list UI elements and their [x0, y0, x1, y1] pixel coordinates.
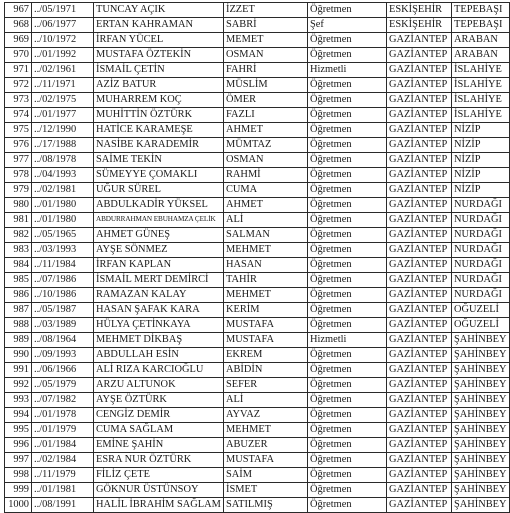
row-number-cell: 967: [5, 3, 32, 18]
table-row: [5, 93, 510, 108]
table-row: [5, 183, 510, 198]
table-row: [5, 498, 510, 513]
birth-date-cell: ../11/1979: [32, 468, 94, 483]
job-title-cell: Öğretmen: [308, 498, 387, 513]
full-name-cell: ESRA NUR ÖZTÜRK: [94, 453, 224, 468]
province-cell: GAZİANTEP: [387, 363, 452, 378]
table-row: [5, 198, 510, 213]
row-number-cell: 986: [5, 288, 32, 303]
district-cell: NURDAĞI: [452, 288, 510, 303]
job-title-cell: Öğretmen: [308, 48, 387, 63]
district-cell: İSLAHİYE: [452, 93, 510, 108]
province-cell: GAZİANTEP: [387, 423, 452, 438]
job-title-cell: Öğretmen: [308, 363, 387, 378]
job-title-cell: Öğretmen: [308, 438, 387, 453]
table-row: [5, 363, 510, 378]
row-number-cell: 991: [5, 363, 32, 378]
job-title-cell: Öğretmen: [308, 3, 387, 18]
job-title-cell: Öğretmen: [308, 243, 387, 258]
district-cell: ŞAHİNBEY: [452, 423, 510, 438]
birth-date-cell: ../01/1984: [32, 438, 94, 453]
full-name-cell: EMİNE ŞAHİN: [94, 438, 224, 453]
birth-date-cell: ../01/1981: [32, 483, 94, 498]
row-number-cell: 993: [5, 393, 32, 408]
job-title-cell: Öğretmen: [308, 33, 387, 48]
birth-date-cell: ../06/1977: [32, 18, 94, 33]
job-title-cell: Öğretmen: [308, 483, 387, 498]
full-name-cell: AYŞE SÖNMEZ: [94, 243, 224, 258]
row-number-cell: 978: [5, 168, 32, 183]
father-name-cell: EKREM: [224, 348, 308, 363]
job-title-cell: Hizmetli: [308, 333, 387, 348]
full-name-cell: AHMET GÜNEŞ: [94, 228, 224, 243]
job-title-cell: Öğretmen: [308, 153, 387, 168]
row-number-cell: 985: [5, 273, 32, 288]
father-name-cell: AHMET: [224, 123, 308, 138]
province-cell: GAZİANTEP: [387, 303, 452, 318]
row-number-cell: 971: [5, 63, 32, 78]
father-name-cell: MUSTAFA: [224, 318, 308, 333]
province-cell: GAZİANTEP: [387, 483, 452, 498]
district-cell: NİZİP: [452, 123, 510, 138]
table-row: [5, 483, 510, 498]
father-name-cell: SABRİ: [224, 18, 308, 33]
full-name-cell: TUNCAY AÇIK: [94, 3, 224, 18]
district-cell: ŞAHİNBEY: [452, 393, 510, 408]
father-name-cell: OSMAN: [224, 48, 308, 63]
province-cell: ESKİŞEHİR: [387, 18, 452, 33]
province-cell: GAZİANTEP: [387, 123, 452, 138]
full-name-cell: İRFAN YÜCEL: [94, 33, 224, 48]
job-title-cell: Öğretmen: [308, 408, 387, 423]
table-row: [5, 228, 510, 243]
table-row: [5, 153, 510, 168]
district-cell: NİZİP: [452, 153, 510, 168]
father-name-cell: KERİM: [224, 303, 308, 318]
job-title-cell: Öğretmen: [308, 93, 387, 108]
job-title-cell: Hizmetli: [308, 63, 387, 78]
full-name-cell: UĞUR SÜREL: [94, 183, 224, 198]
full-name-cell: MUHİTTİN ÖZTÜRK: [94, 108, 224, 123]
table-row: [5, 138, 510, 153]
father-name-cell: MEHMET: [224, 243, 308, 258]
table-row: [5, 453, 510, 468]
birth-date-cell: ../08/1991: [32, 498, 94, 513]
table-row: [5, 288, 510, 303]
full-name-cell: ABDULKADİR YÜKSEL: [94, 198, 224, 213]
birth-date-cell: ../05/1987: [32, 303, 94, 318]
father-name-cell: ALİ: [224, 213, 308, 228]
district-cell: İSLAHİYE: [452, 78, 510, 93]
row-number-cell: 982: [5, 228, 32, 243]
birth-date-cell: ../01/1977: [32, 108, 94, 123]
birth-date-cell: ../02/1981: [32, 183, 94, 198]
job-title-cell: Öğretmen: [308, 228, 387, 243]
full-name-cell: AZİZ BATUR: [94, 78, 224, 93]
province-cell: GAZİANTEP: [387, 93, 452, 108]
full-name-cell: ERTAN KAHRAMAN: [94, 18, 224, 33]
birth-date-cell: ../12/1990: [32, 123, 94, 138]
birth-date-cell: ../17/1988: [32, 138, 94, 153]
district-cell: NURDAĞI: [452, 228, 510, 243]
birth-date-cell: ../10/1986: [32, 288, 94, 303]
table-row: [5, 108, 510, 123]
province-cell: GAZİANTEP: [387, 78, 452, 93]
row-number-cell: 968: [5, 18, 32, 33]
table-row: [5, 393, 510, 408]
father-name-cell: FAHRİ: [224, 63, 308, 78]
province-cell: GAZİANTEP: [387, 198, 452, 213]
row-number-cell: 997: [5, 453, 32, 468]
row-number-cell: 988: [5, 318, 32, 333]
full-name-cell: HALİL İBRAHİM SAĞLAM: [94, 498, 224, 513]
province-cell: GAZİANTEP: [387, 333, 452, 348]
full-name-cell: SAİME TEKİN: [94, 153, 224, 168]
job-title-cell: Öğretmen: [308, 168, 387, 183]
row-number-cell: 989: [5, 333, 32, 348]
father-name-cell: RAHMİ: [224, 168, 308, 183]
district-cell: İSLAHİYE: [452, 63, 510, 78]
job-title-cell: Öğretmen: [308, 183, 387, 198]
province-cell: GAZİANTEP: [387, 453, 452, 468]
full-name-cell: RAMAZAN KALAY: [94, 288, 224, 303]
job-title-cell: Öğretmen: [308, 348, 387, 363]
father-name-cell: FAZLI: [224, 108, 308, 123]
row-number-cell: 987: [5, 303, 32, 318]
district-cell: İSLAHİYE: [452, 108, 510, 123]
birth-date-cell: ../05/1965: [32, 228, 94, 243]
table-row: [5, 48, 510, 63]
full-name-cell: GÖKNUR ÜSTÜNSOY: [94, 483, 224, 498]
district-cell: ARABAN: [452, 48, 510, 63]
district-cell: OĞUZELİ: [452, 318, 510, 333]
father-name-cell: TAHİR: [224, 273, 308, 288]
job-title-cell: Öğretmen: [308, 213, 387, 228]
table-row: [5, 408, 510, 423]
father-name-cell: AYVAZ: [224, 408, 308, 423]
province-cell: GAZİANTEP: [387, 228, 452, 243]
full-name-cell: MUSTAFA ÖZTEKİN: [94, 48, 224, 63]
table-row: [5, 468, 510, 483]
father-name-cell: HASAN: [224, 258, 308, 273]
district-cell: NURDAĞI: [452, 273, 510, 288]
row-number-cell: 981: [5, 213, 32, 228]
full-name-cell: ARZU ALTUNOK: [94, 378, 224, 393]
job-title-cell: Öğretmen: [308, 468, 387, 483]
table-row: [5, 303, 510, 318]
district-cell: TEPEBAŞI: [452, 18, 510, 33]
father-name-cell: MÜMTAZ: [224, 138, 308, 153]
row-number-cell: 970: [5, 48, 32, 63]
row-number-cell: 973: [5, 93, 32, 108]
province-cell: GAZİANTEP: [387, 48, 452, 63]
father-name-cell: ÖMER: [224, 93, 308, 108]
birth-date-cell: ../08/1964: [32, 333, 94, 348]
birth-date-cell: ../01/1978: [32, 408, 94, 423]
job-title-cell: Öğretmen: [308, 123, 387, 138]
table-row: [5, 78, 510, 93]
father-name-cell: SEFER: [224, 378, 308, 393]
district-cell: NİZİP: [452, 168, 510, 183]
records-table: [4, 2, 510, 513]
full-name-cell: MEHMET DİKBAŞ: [94, 333, 224, 348]
birth-date-cell: ../09/1993: [32, 348, 94, 363]
full-name-cell: İSMAİL ÇETİN: [94, 63, 224, 78]
district-cell: NİZİP: [452, 183, 510, 198]
job-title-cell: Öğretmen: [308, 423, 387, 438]
province-cell: GAZİANTEP: [387, 348, 452, 363]
full-name-cell: CUMA SAĞLAM: [94, 423, 224, 438]
table-row: [5, 438, 510, 453]
district-cell: ŞAHİNBEY: [452, 378, 510, 393]
job-title-cell: Şef: [308, 18, 387, 33]
full-name-cell: HASAN ŞAFAK KARA: [94, 303, 224, 318]
district-cell: NİZİP: [452, 138, 510, 153]
province-cell: GAZİANTEP: [387, 183, 452, 198]
father-name-cell: ABİDİN: [224, 363, 308, 378]
full-name-cell: HATİCE KARAMEŞE: [94, 123, 224, 138]
row-number-cell: 1000: [5, 498, 32, 513]
job-title-cell: Öğretmen: [308, 258, 387, 273]
father-name-cell: MEHMET: [224, 288, 308, 303]
job-title-cell: Öğretmen: [308, 198, 387, 213]
province-cell: GAZİANTEP: [387, 213, 452, 228]
job-title-cell: Öğretmen: [308, 378, 387, 393]
row-number-cell: 976: [5, 138, 32, 153]
table-row: [5, 318, 510, 333]
job-title-cell: Öğretmen: [308, 273, 387, 288]
birth-date-cell: ../03/1993: [32, 243, 94, 258]
district-cell: ŞAHİNBEY: [452, 468, 510, 483]
birth-date-cell: ../07/1986: [32, 273, 94, 288]
father-name-cell: MEHMET: [224, 423, 308, 438]
row-number-cell: 984: [5, 258, 32, 273]
table-row: [5, 243, 510, 258]
province-cell: GAZİANTEP: [387, 498, 452, 513]
birth-date-cell: ../05/1979: [32, 378, 94, 393]
province-cell: GAZİANTEP: [387, 258, 452, 273]
birth-date-cell: ../02/1984: [32, 453, 94, 468]
district-cell: TEPEBAŞI: [452, 3, 510, 18]
father-name-cell: ALİ: [224, 393, 308, 408]
birth-date-cell: ../08/1978: [32, 153, 94, 168]
province-cell: GAZİANTEP: [387, 288, 452, 303]
full-name-cell: HÜLYA ÇETİNKAYA: [94, 318, 224, 333]
district-cell: ŞAHİNBEY: [452, 453, 510, 468]
row-number-cell: 998: [5, 468, 32, 483]
district-cell: NURDAĞI: [452, 243, 510, 258]
father-name-cell: AHMET: [224, 198, 308, 213]
job-title-cell: Öğretmen: [308, 138, 387, 153]
job-title-cell: Öğretmen: [308, 393, 387, 408]
job-title-cell: Öğretmen: [308, 78, 387, 93]
province-cell: GAZİANTEP: [387, 318, 452, 333]
province-cell: GAZİANTEP: [387, 408, 452, 423]
full-name-cell: İSMAİL MERT DEMİRCİ: [94, 273, 224, 288]
birth-date-cell: ../10/1972: [32, 33, 94, 48]
district-cell: OĞUZELİ: [452, 303, 510, 318]
birth-date-cell: ../07/1982: [32, 393, 94, 408]
father-name-cell: İSMET: [224, 483, 308, 498]
district-cell: ŞAHİNBEY: [452, 408, 510, 423]
birth-date-cell: ../01/1992: [32, 48, 94, 63]
birth-date-cell: ../04/1993: [32, 168, 94, 183]
table-row: [5, 18, 510, 33]
birth-date-cell: ../06/1966: [32, 363, 94, 378]
row-number-cell: 980: [5, 198, 32, 213]
birth-date-cell: ../03/1989: [32, 318, 94, 333]
row-number-cell: 979: [5, 183, 32, 198]
father-name-cell: OSMAN: [224, 153, 308, 168]
birth-date-cell: ../01/1980: [32, 213, 94, 228]
father-name-cell: MEMET: [224, 33, 308, 48]
records-table-body: [5, 3, 510, 513]
father-name-cell: SAİM: [224, 468, 308, 483]
full-name-cell: ABDULLAH ESİN: [94, 348, 224, 363]
table-row: [5, 378, 510, 393]
birth-date-cell: ../11/1984: [32, 258, 94, 273]
row-number-cell: 975: [5, 123, 32, 138]
table-row: [5, 423, 510, 438]
province-cell: GAZİANTEP: [387, 108, 452, 123]
father-name-cell: MÜSLİM: [224, 78, 308, 93]
row-number-cell: 972: [5, 78, 32, 93]
province-cell: GAZİANTEP: [387, 378, 452, 393]
table-row: [5, 258, 510, 273]
table-row: [5, 348, 510, 363]
row-number-cell: 974: [5, 108, 32, 123]
job-title-cell: Öğretmen: [308, 453, 387, 468]
job-title-cell: Öğretmen: [308, 318, 387, 333]
row-number-cell: 994: [5, 408, 32, 423]
district-cell: ŞAHİNBEY: [452, 363, 510, 378]
province-cell: ESKİŞEHİR: [387, 3, 452, 18]
table-row: [5, 213, 510, 228]
row-number-cell: 999: [5, 483, 32, 498]
district-cell: NURDAĞI: [452, 213, 510, 228]
district-cell: ŞAHİNBEY: [452, 348, 510, 363]
district-cell: ŞAHİNBEY: [452, 483, 510, 498]
father-name-cell: SATILMIŞ: [224, 498, 308, 513]
table-row: [5, 3, 510, 18]
row-number-cell: 977: [5, 153, 32, 168]
father-name-cell: SALMAN: [224, 228, 308, 243]
birth-date-cell: ../01/1980: [32, 198, 94, 213]
birth-date-cell: ../01/1979: [32, 423, 94, 438]
row-number-cell: 990: [5, 348, 32, 363]
birth-date-cell: ../11/1971: [32, 78, 94, 93]
province-cell: GAZİANTEP: [387, 153, 452, 168]
province-cell: GAZİANTEP: [387, 243, 452, 258]
row-number-cell: 992: [5, 378, 32, 393]
father-name-cell: İZZET: [224, 3, 308, 18]
district-cell: ŞAHİNBEY: [452, 498, 510, 513]
row-number-cell: 969: [5, 33, 32, 48]
district-cell: NURDAĞI: [452, 198, 510, 213]
table-row: [5, 333, 510, 348]
full-name-cell: NASİBE KARADEMİR: [94, 138, 224, 153]
job-title-cell: Öğretmen: [308, 303, 387, 318]
table-row: [5, 123, 510, 138]
full-name-cell: SÜMEYYE ÇOMAKLI: [94, 168, 224, 183]
birth-date-cell: ../02/1975: [32, 93, 94, 108]
full-name-cell: İRFAN KAPLAN: [94, 258, 224, 273]
birth-date-cell: ../02/1961: [32, 63, 94, 78]
job-title-cell: Öğretmen: [308, 108, 387, 123]
full-name-cell: FİLİZ ÇETE: [94, 468, 224, 483]
table-row: [5, 168, 510, 183]
full-name-cell: ABDURRAHMAN EBUHAMZA ÇELİK: [94, 213, 224, 228]
province-cell: GAZİANTEP: [387, 468, 452, 483]
province-cell: GAZİANTEP: [387, 393, 452, 408]
province-cell: GAZİANTEP: [387, 138, 452, 153]
father-name-cell: CUMA: [224, 183, 308, 198]
province-cell: GAZİANTEP: [387, 273, 452, 288]
district-cell: ŞAHİNBEY: [452, 438, 510, 453]
district-cell: NURDAĞI: [452, 258, 510, 273]
district-cell: ARABAN: [452, 33, 510, 48]
father-name-cell: ABUZER: [224, 438, 308, 453]
table-row: [5, 273, 510, 288]
job-title-cell: Öğretmen: [308, 288, 387, 303]
row-number-cell: 983: [5, 243, 32, 258]
full-name-cell: ALİ RIZA KARCIOĞLU: [94, 363, 224, 378]
province-cell: GAZİANTEP: [387, 63, 452, 78]
father-name-cell: MUSTAFA: [224, 333, 308, 348]
province-cell: GAZİANTEP: [387, 33, 452, 48]
district-cell: ŞAHİNBEY: [452, 333, 510, 348]
birth-date-cell: ../05/1971: [32, 3, 94, 18]
row-number-cell: 996: [5, 438, 32, 453]
row-number-cell: 995: [5, 423, 32, 438]
father-name-cell: MUSTAFA: [224, 453, 308, 468]
province-cell: GAZİANTEP: [387, 168, 452, 183]
full-name-cell: MUHARREM KOÇ: [94, 93, 224, 108]
full-name-cell: AYŞE ÖZTÜRK: [94, 393, 224, 408]
table-row: [5, 63, 510, 78]
full-name-cell: CENGİZ DEMİR: [94, 408, 224, 423]
province-cell: GAZİANTEP: [387, 438, 452, 453]
table-row: [5, 33, 510, 48]
